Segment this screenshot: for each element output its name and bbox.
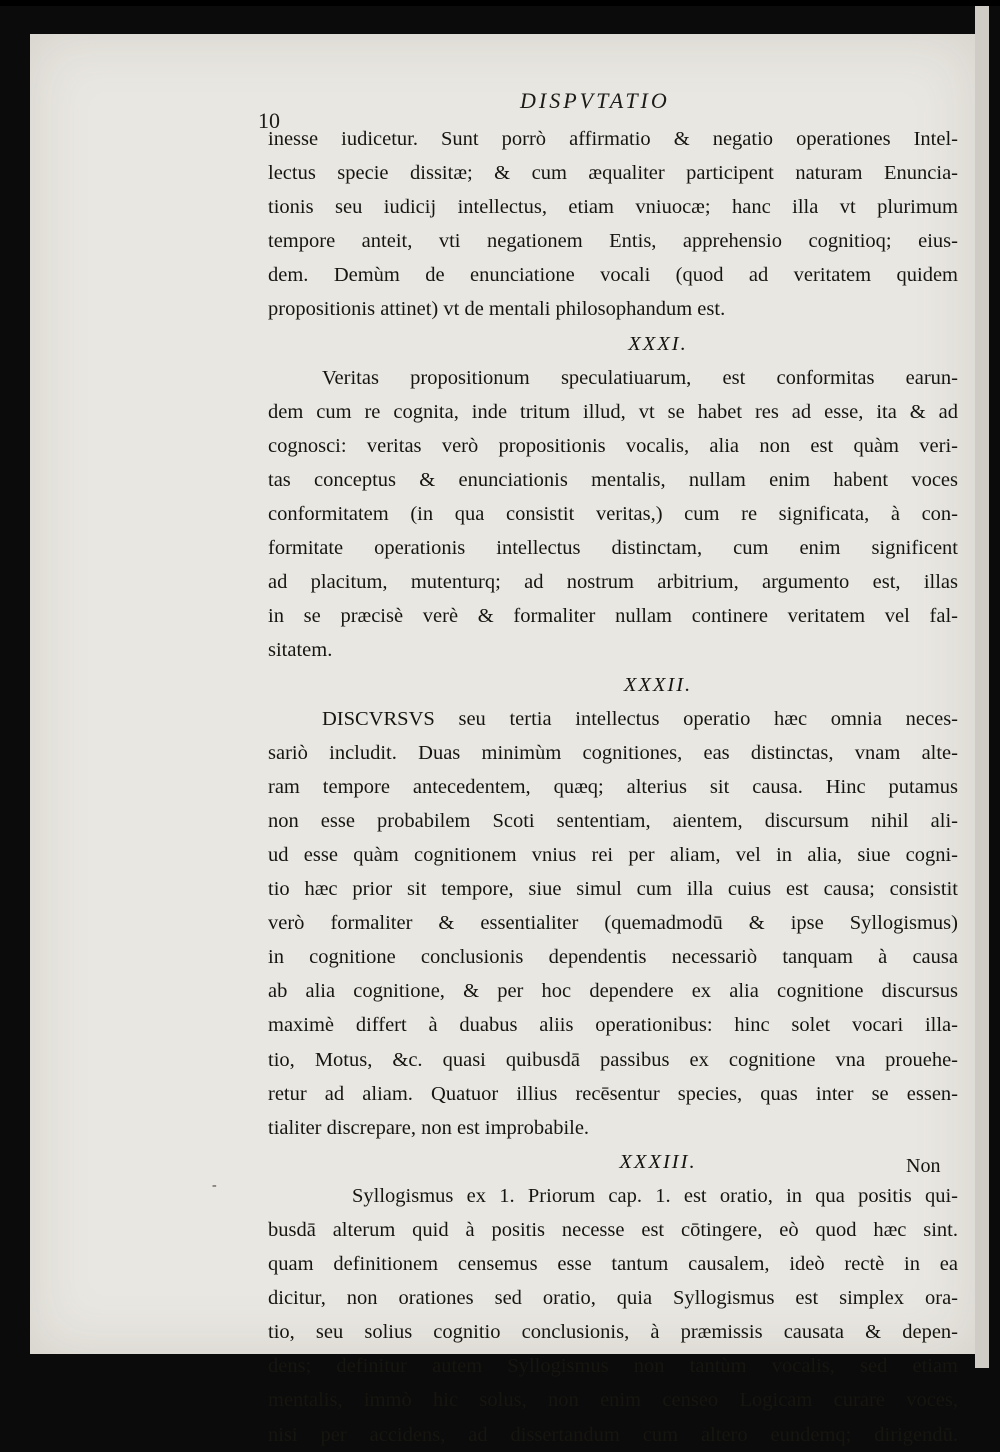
catchword: Non — [906, 1155, 941, 1177]
text-line: DISCVRSVS seu tertia intellectus operatio hæc omnia neces- — [322, 707, 958, 730]
text-line: dens; definitur autem Syllogismus non tantùm vocalis, sed etiam — [268, 1355, 958, 1378]
text-line: in cognitione conclusionis dependentis necessariò tanquam à causa — [268, 946, 958, 969]
text-line: quam definitionem censemus esse tantum causalem, ideò rectè in ea — [268, 1253, 958, 1276]
text-line: maximè differt à duabus aliis operationibus: hinc solet vocari illa- — [268, 1014, 958, 1037]
running-head: DISPVTATIO — [520, 88, 670, 113]
text-line: sariò includit. Duas minimùm cognitiones, eas distinctas, vnam alte- — [268, 741, 958, 764]
text-line: ud esse quàm cognitionem vnius rei per aliam, vel in alia, siue cogni- — [268, 843, 958, 866]
scan-border-top — [0, 0, 1000, 6]
text-line: tialiter discrepare, non est improbabile. — [268, 1116, 590, 1139]
text-line: lectus specie dissitæ; & cum æqualiter participent naturam Enuncia- — [268, 162, 958, 185]
text-line: non esse probabilem Scoti sententiam, aientem, discursum nihil ali- — [268, 809, 958, 832]
text-line: tas conceptus & enunciationis mentalis, nullam enim habent voces — [268, 468, 958, 491]
text-line: inesse iudicetur. Sunt porrò affirmatio & negatio operationes Intel- — [268, 128, 958, 150]
text-line: propositionis attinet) vt de mentali philosophandum est. — [268, 298, 726, 321]
text-line: verò formaliter & essentialiter (quemadmodū & ipse Syllogismus) — [268, 912, 958, 935]
text-line: busdā alterum quid à positis necesse est cōtingere, eò quod hæc sint. — [268, 1219, 958, 1241]
text-line: ab alia cognitione, & per hoc dependere ex alia cognitione discursus — [268, 980, 958, 1003]
text-line: mentalis, immò hic solus, non enim censeo Logicam curare voces, — [268, 1389, 958, 1412]
page-number: 10 — [258, 108, 280, 133]
text-line: conformitatem (in qua consistit veritas,) cum re significata, à con- — [268, 503, 958, 526]
text-line: tio hæc prior sit tempore, siue simul cum illa cuius est causa; consistit — [268, 878, 958, 901]
text-line: nisi per accidens, ad dissertandum cum altero eundemq; dirigendū. — [268, 1423, 958, 1446]
text-line: retur ad aliam. Quatuor illius recēsentur species, quas inter se essen- — [268, 1082, 958, 1105]
text-line: dicitur, non orationes sed oratio, quia Syllogismus est simplex ora- — [268, 1287, 958, 1310]
text-line: sitatem. — [268, 639, 333, 662]
text-line: Veritas propositionum speculatiuarum, est conformitas earun- — [322, 366, 958, 389]
text-line: tempore anteit, vti negationem Entis, apprehensio cognitioq; eius- — [268, 230, 958, 253]
text-line: cognosci: veritas verò propositionis vocalis, alia non est quàm veri- — [268, 434, 958, 457]
text-line: tio, seu solius cognitio conclusionis, à præmissis causata & depen- — [268, 1321, 958, 1344]
margin-mark: - — [212, 1178, 217, 1193]
text-line: ram tempore antecedentem, quæq; alterius sit causa. Hinc putamus — [268, 775, 958, 798]
text-line: dem cum re cognita, inde tritum illud, vt se habet res ad esse, ita & ad — [268, 400, 958, 423]
section-heading: XXXII. — [623, 673, 693, 696]
text-line: Syllogismus ex 1. Priorum cap. 1. est oratio, in qua positis qui- — [352, 1184, 958, 1207]
section-heading: XXXIII. — [619, 1150, 697, 1173]
text-line: ad placitum, mutenturq; ad nostrum arbitrium, argumento est, illas — [268, 571, 958, 594]
text-line: tio, Motus, &c. quasi quibusdā passibus ex cognitione vna prouehe- — [268, 1048, 958, 1071]
text-line: tionis seu iudicij intellectus, etiam vniuocæ; hanc illa vt plurimum — [268, 196, 958, 219]
section-heading: XXXI. — [628, 332, 688, 355]
text-line: formitate operationis intellectus distinctam, cum enim significent — [268, 537, 958, 560]
body-text — [268, 122, 958, 1452]
text-line: dem. Demùm de enunciatione vocali (quod ad veritatem quidem — [268, 264, 958, 287]
text-line: in se præcisè verè & formaliter nullam continere veritatem vel fal- — [268, 605, 958, 628]
page-edge — [975, 6, 989, 1368]
